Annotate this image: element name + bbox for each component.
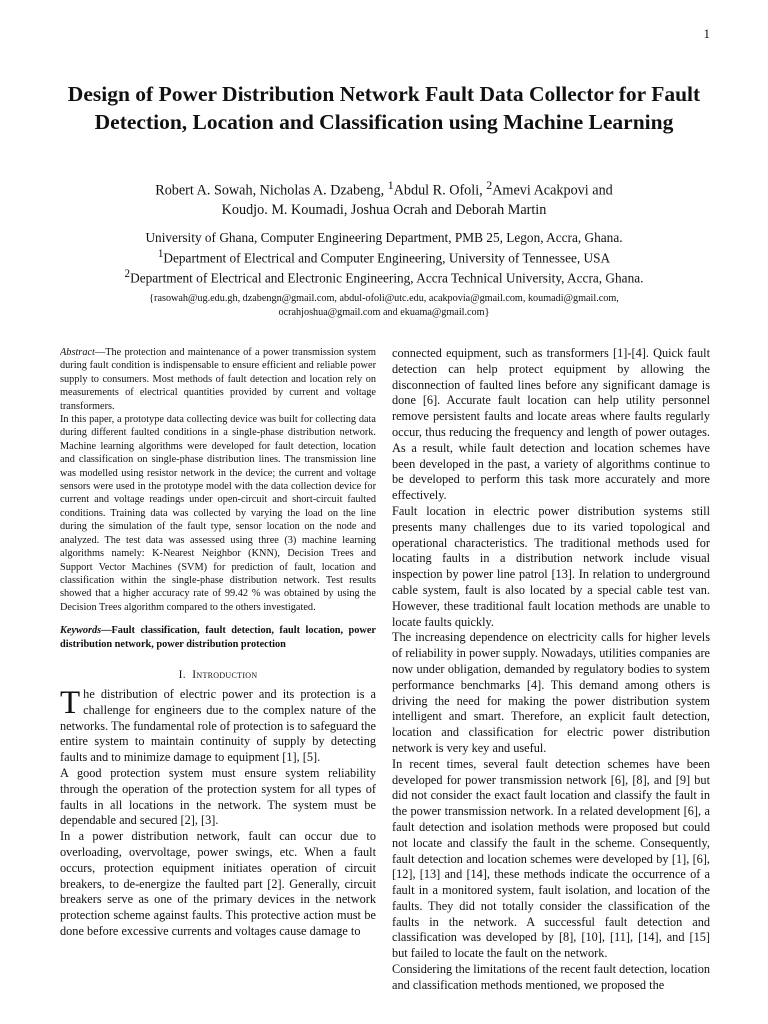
left-column [60,346,376,1006]
intro-paragraph-1: The distribution of electric power and its protection is a challenge for engineers due to the complex nature of the networks. The fundamental role of protection is to safeguard the entire system to maintain continuity of supply by detecting faults and to minimize damage to equipment [1], [5]. [60,684,376,765]
affiliation-1: $^1$Department of Electrical and Computer Engineering, University of Tennessee, USA [157,248,611,266]
affiliation-0: University of Ghana, Computer Engineering Department, PMB 25, Legon, Accra, Ghana. [145,230,623,245]
keywords-label: Keywords [60,625,102,637]
email-line-2: ocrahjoshua@gmail.com and ekuama@gmail.com} [278,307,490,318]
right-paragraph-4: In recent times, several fault detection schemes have been developed for power transmission network [6], [8], and [9] but did not consider the exact fault location and classify the fault in the power transmission network. In a related development [6], a fault detection and isolation methods were proposed but could not locate and classify the fault in the scheme. Consequently, fault detection and location schemes were developed by [1], [6], [12], [13] and [14], these methods indicate the occurrence of a fault in a monitored system, fault isolation, and location of the faults. They did not totally consider the classification of the faults in the network. A successful fault detection and classification was developed by [8], [10], [11], [14], and [15] but failed to locate the fault on the network. [392,756,710,961]
right-paragraph-3: The increasing dependence on electricity calls for higher levels of reliability in power supply. Nowadays, utilities companies are now under obligation, demanded by regulatory bodies to system performance benchmarks [4]. This demand among others is driving the need for making the power distribution system intelligent and smart. Therefore, an explicit fault detection, location and classification for electric power distribution network is very key and useful. [392,630,710,755]
right-paragraph-1: connected equipment, such as transformers [1]-[4]. Quick fault detection can help protect equipment by allowing the disconnection of faulted lines before any significant damage is done [6]. Accurate fault location can help utility personnel remove persistent faults and locate areas where faults regularly occur, thus reducing the frequency and length of power outages. As a result, while fault detection and location schemes have been developed in the past, a variety of algorithms continue to be developed to perform this task more accurately and more effectively. [392,346,710,503]
section-heading-introduction: I. Introduction [178,668,258,681]
keywords: Keywords—Fault classification, fault detection, fault location, power distribution network, power distribution protection [60,625,376,650]
author-list [60,176,708,220]
right-paragraph-2: Fault location in electric power distribution systems still presents many challenges due to its varied topological and operational characteristics. The traditional methods used for locating faults in a distribution network include visual inspection by power line patrol [13]. In relation to underground cable system, fault is also located by a special cable test van. However, these traditional fault location methods are unable to locate faults quickly. [392,503,710,629]
author-line-1: Robert A. Sowah, Nicholas A. Dzabeng, $^1$Abdul R. Ofoli, $^2$Amevi Acakpovi and [155,178,613,199]
drop-cap: T [60,684,81,721]
abstract-paragraph-1: Abstract—The protection and maintenance of a power transmission system during fault condition is indispensable to ensure efficient and reliable power supply to consumers. Most methods of fault detection and location rely on measurements of electrical quantities provided by current and voltage transformers. [60,347,376,412]
abstract-label: Abstract [60,347,95,358]
abstract-paragraph-2: In this paper, a prototype data collecting device was built for collecting data during different faulted conditions in a single-phase distribution network. Machine learning algorithms were developed for fault detection, location and classification on single-phase distribution lines. The transmission line was modelled using resistor network in the device; the current and voltage sensors were used in the prototype model with the data collection device for current and voltage readings under open-circuit and short-circuit faulted conditions. Training data was collected by varying the load on the line during the simulation of the fault type, sensor location on the node and analyzed. The test data was assessed using three (3) machine learning algorithms namely: K-Nearest Neighbor (KNN), Decision Trees and Support Vector Machines (SVM) for prediction of fault, location and classification within the single-phase distribution network. Test results showed that a higher accuracy rate of 99.42 % was obtained by using the Decision Trees algorithm compared to the others investigated. [60,414,376,613]
right-paragraph-5: Considering the limitations of the recent fault detection, location and classification methods mentioned, we proposed the [392,962,710,992]
affiliation-2: $^2$Department of Electrical and Electronic Engineering, Accra Technical University, Accra, Ghana. [124,268,644,286]
email-line-1: {rasowah@ug.edu.gh, dzabengn@gmail.com, abdul-ofoli@utc.edu, acakpovia@gmail.com, koumadi@gmail.com, [149,293,619,304]
affiliations [60,230,708,287]
intro-paragraph-3: In a power distribution network, fault can occur due to overloading, overvoltage, power swings, etc. When a fault occurs, protection equipment initiates operation of circuit breakers, to de-energize the faulted part [2]. Generally, circuit breakers serve as one of the primary devices in the network protection scheme against faults. This protective action must be done before excessive currents and voltages cause damage to [60,829,376,938]
page-number: 1 [703,26,710,41]
intro-paragraph-2: A good protection system must ensure system reliability through the operation of the protection system for all types of faults in all locations in the network. The system must be dependable and secured [2], [3]. [60,765,376,828]
paper-title: Design of Power Distribution Network Fault Data Collector for Fault Detection, Location and Classification using Machine Learning [67,82,701,134]
author-line-2: Koudjo. M. Koumadi, Joshua Ocrah and Deborah Martin [221,201,547,218]
author-emails [70,292,698,320]
right-column [392,346,710,1006]
